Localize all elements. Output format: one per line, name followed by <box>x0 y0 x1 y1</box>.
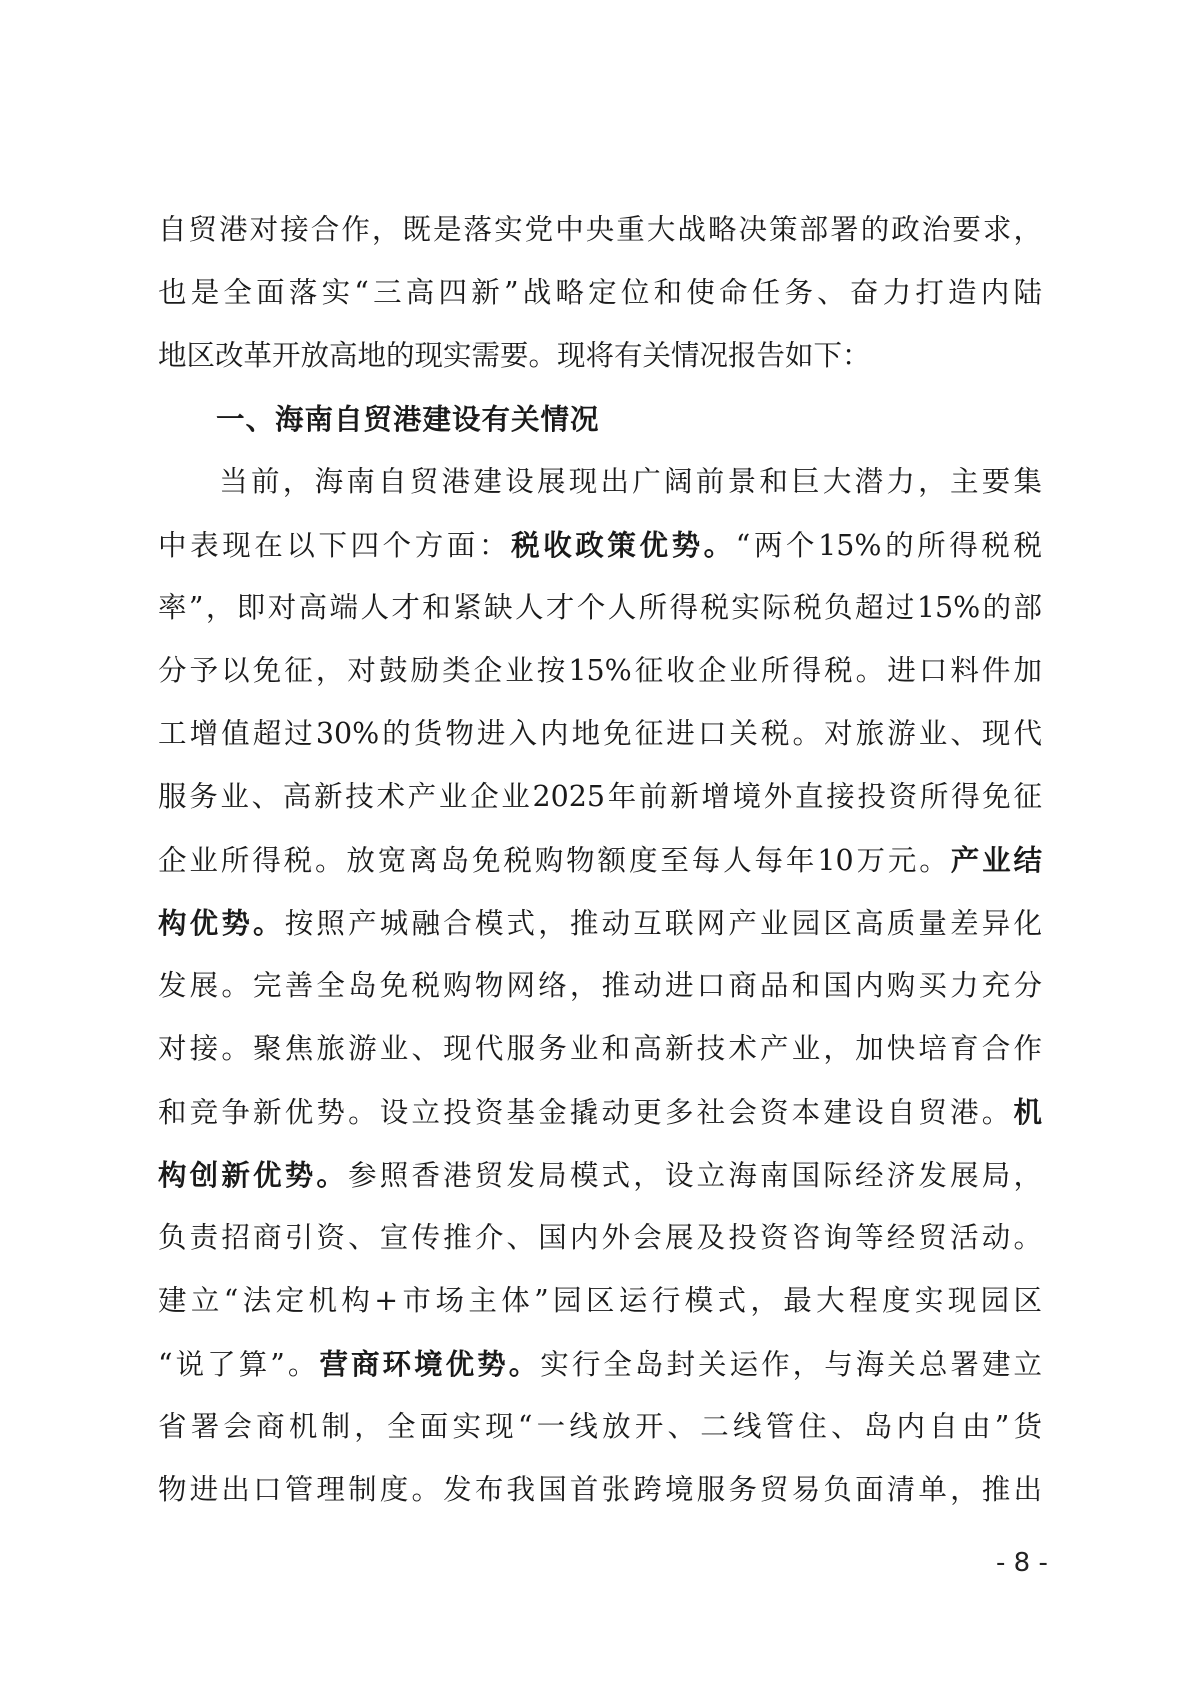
intro-line <box>158 325 1042 387</box>
body-line <box>158 1018 1042 1080</box>
bold-keyword: 构优势。 <box>158 906 285 940</box>
text-run: 对接。聚焦旅游业、现代服务业和高新技术产业，加快培育合作 <box>158 1032 1042 1065</box>
text-run: 企业所得税。放宽离岛免税购物额度至每人每年10万元。 <box>158 844 951 877</box>
body-line <box>158 1081 1042 1143</box>
bold-keyword: 机 <box>1013 1095 1042 1129</box>
text-run: 物进出口管理制度。发布我国首张跨境服务贸易负面清单，推出 <box>158 1473 1042 1506</box>
text-run: 地区改革开放高地的现实需要。现将有关情况报告如下： <box>158 339 871 372</box>
text-run: 也是全面落实“三高四新”战略定位和使命任务、奋力打造内陆 <box>158 276 1042 309</box>
body-line <box>158 514 1042 576</box>
body-line <box>158 703 1042 765</box>
text-run: 率”，即对高端人才和紧缺人才个人所得税实际税负超过15%的部 <box>158 591 1042 624</box>
text-run: 中表现在以下四个方面： <box>158 529 512 562</box>
body-line <box>158 1207 1042 1269</box>
text-run: “说了算”。 <box>158 1348 320 1381</box>
body-line <box>158 892 1042 954</box>
text-run: 和竞争新优势。设立投资基金撬动更多社会资本建设自贸港。 <box>158 1096 1014 1129</box>
text-run: 负责招商引资、宣传推介、国内外会展及投资咨询等经贸活动。 <box>158 1221 1042 1254</box>
body-line <box>158 766 1042 828</box>
heading-text: 一、海南自贸港建设有关情况 <box>216 402 600 436</box>
text-run: 当前，海南自贸港建设展现出广阔前景和巨大潜力，主要集 <box>216 465 1042 498</box>
body-line <box>158 640 1042 702</box>
bold-keyword: 产业结 <box>950 843 1042 877</box>
body-line <box>158 829 1042 891</box>
body-line <box>158 1144 1042 1206</box>
text-run: 工增值超过30%的货物进入内地免征进口关税。对旅游业、现代 <box>158 717 1042 750</box>
text-run: 按照产城融合模式，推动互联网产业园区高质量差异化 <box>284 907 1042 940</box>
bold-keyword: 税收政策优势。 <box>511 528 736 562</box>
text-run: 实行全岛封关运作，与海关总署建立 <box>540 1348 1042 1381</box>
body-line <box>158 955 1042 1017</box>
body-line <box>158 1459 1042 1521</box>
text-run: 自贸港对接合作，既是落实党中央重大战略决策部署的政治要求， <box>158 213 1042 246</box>
intro-line <box>158 199 1042 261</box>
section-heading <box>216 388 1042 450</box>
intro-line <box>158 262 1042 324</box>
body-line <box>158 1270 1042 1332</box>
text-run: “两个15%的所得税税 <box>735 529 1042 562</box>
text-run: 参照香港贸发局模式，设立海南国际经济发展局， <box>348 1159 1042 1192</box>
text-run: 分予以免征，对鼓励类企业按15%征收企业所得税。进口料件加 <box>158 654 1042 687</box>
body-line <box>158 451 1042 513</box>
text-run: 发展。完善全岛免税购物网络，推动进口商品和国内购买力充分 <box>158 969 1042 1002</box>
text-run: 省署会商机制，全面实现“一线放开、二线管住、岛内自由”货 <box>158 1410 1042 1443</box>
bold-keyword: 营商环境优势。 <box>319 1347 541 1381</box>
body-line <box>158 577 1042 639</box>
page-number: - 8 - <box>996 1548 1048 1578</box>
bold-keyword: 构创新优势。 <box>158 1158 349 1192</box>
body-line <box>158 1333 1042 1395</box>
text-run: 建立“法定机构+市场主体”园区运行模式，最大程度实现园区 <box>158 1284 1042 1317</box>
text-run: 服务业、高新技术产业企业2025年前新增境外直接投资所得免征 <box>158 780 1042 813</box>
body-line <box>158 1396 1042 1458</box>
